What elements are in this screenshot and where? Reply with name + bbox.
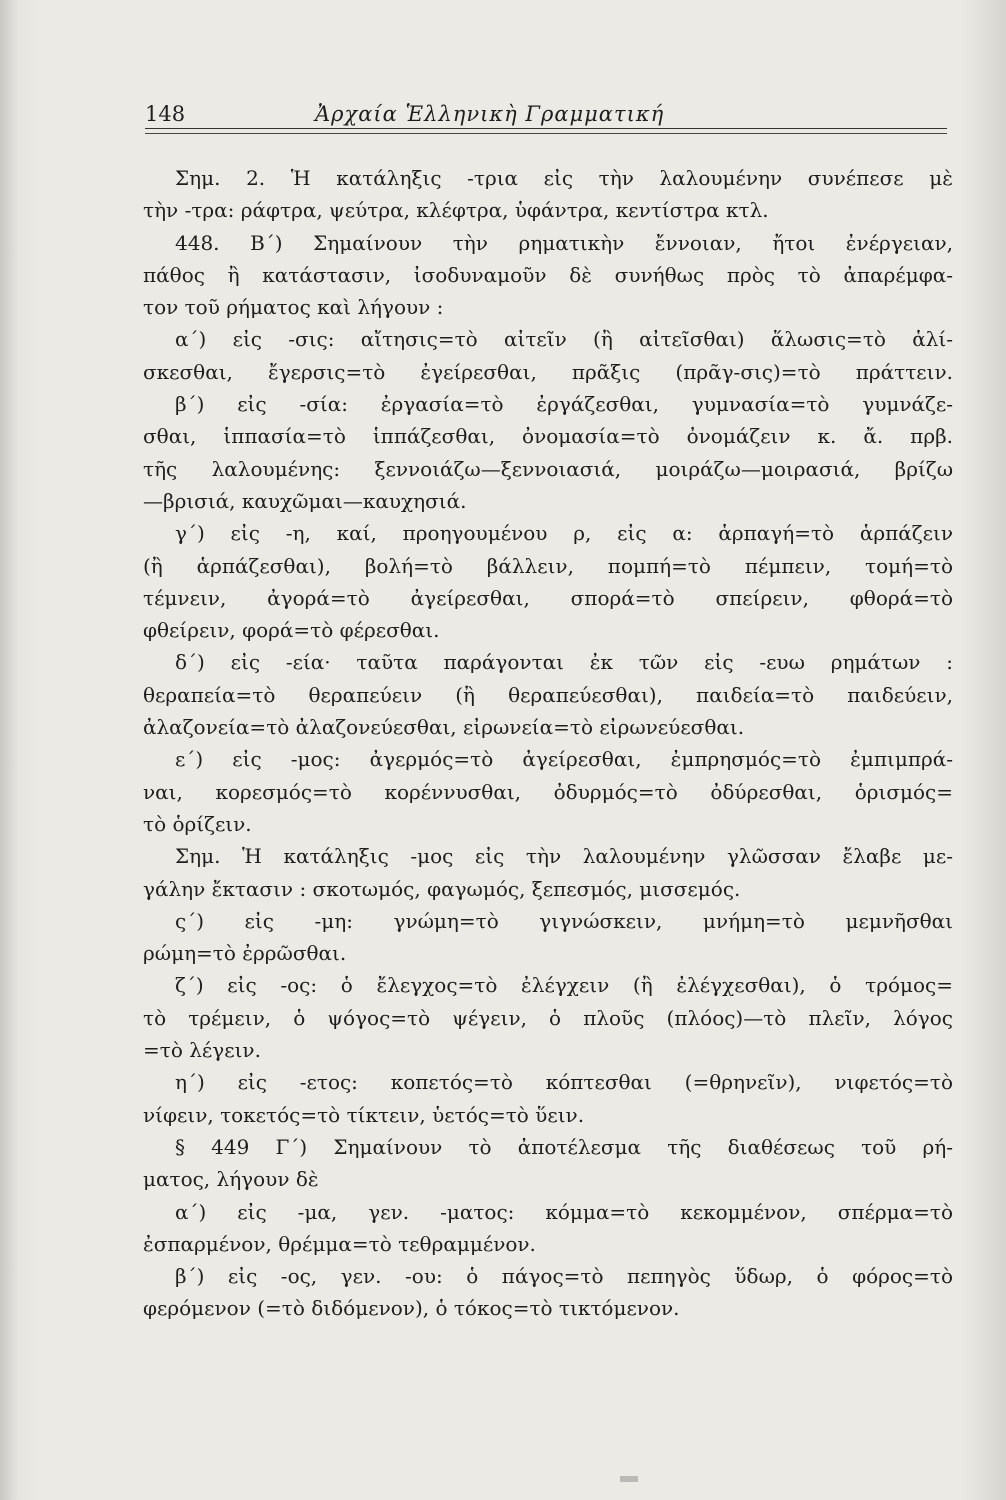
text-line: Σημ. Ἡ κατάληξις -μος εἰς τὴν λαλουμένην γλῶσσαν ἔλαβε με- [175, 844, 953, 869]
text-line: σκεσθαι, ἔγερσις=τὸ ἐγείρεσθαι, πρᾶξις (πρᾶγ-σις)=τὸ πράττειν. [143, 359, 953, 384]
text-line: φερόμενον (=τὸ διδόμενον), ὁ τόκος=τὸ τικτόμενον. [143, 1296, 680, 1321]
text-line: Σημ. 2. Ἡ κατάληξις -τρια εἰς τὴν λαλουμένην συνέπεσε μὲ [175, 166, 953, 190]
ink-mark [620, 1476, 638, 1482]
text-line: =τὸ λέγειν. [143, 1038, 261, 1063]
text-line: ρώμη=τὸ ἐρρῶσθαι. [143, 941, 347, 966]
text-line: τὸ τρέμειν, ὁ ψόγος=τὸ ψέγειν, ὁ πλοῦς (πλόος)—τὸ πλεῖν, λόγος [143, 1005, 953, 1030]
page-header [145, 100, 947, 130]
running-title: Ἀρχαία Ἑλληνικὴ Γραμματική [315, 102, 665, 126]
text-line: γ΄) εἰς -η, καί, προηγουμένου ρ, εἰς α: ἁρπαγή=τὸ ἁρπάζειν [175, 521, 953, 546]
text-line: θεραπεία=τὸ θεραπεύειν (ἢ θεραπεύεσθαι), παιδεία=τὸ παιδεύειν, [143, 682, 953, 707]
text-line: 448. Β΄) Σημαίνουν τὴν ρηματικὴν ἔννοιαν, ἤτοι ἐνέργειαν, [175, 230, 953, 255]
text-line: α΄) εἰς -σις: αἴτησις=τὸ αἰτεῖν (ἢ αἰτεῖσθαι) ἅλωσις=τὸ ἁλί- [175, 327, 953, 352]
text-line: τῆς λαλουμένης: ξεννοιάζω—ξεννοιασιά, μοιράζω—μοιρασιά, βρίζω [143, 456, 953, 481]
header-rule-top [145, 128, 947, 129]
text-line: β΄) εἰς -ος, γεν. -ου: ὁ πάγος=τὸ πεπηγὸς ὕδωρ, ὁ φόρος=τὸ [175, 1264, 953, 1289]
text-line: τον τοῦ ρήματος καὶ λήγουν : [143, 295, 444, 320]
text-line: η΄) εἰς -ετος: κοπετός=τὸ κόπτεσθαι (=θρηνεῖν), νιφετός=τὸ [175, 1070, 953, 1095]
text-line: δ΄) εἰς -εία· ταῦτα παράγονται ἐκ τῶν εἰς -ευω ρημάτων : [175, 650, 953, 675]
header-rule-bottom [145, 133, 947, 134]
body-text [143, 162, 953, 1325]
text-line: ζ΄) εἰς -ος: ὁ ἔλεγχος=τὸ ἐλέγχειν (ἢ ἐλέγχεσθαι), ὁ τρόμος= [175, 973, 953, 998]
text-line: πάθος ἢ κατάστασιν, ἰσοδυναμοῦν δὲ συνήθως πρὸς τὸ ἀπαρέμφα- [143, 262, 953, 287]
text-line: φθείρειν, φορά=τὸ φέρεσθαι. [143, 618, 440, 643]
text-line: —βρισιά, καυχῶμαι—καυχησιά. [143, 488, 467, 513]
text-line: γάλην ἔκτασιν : σκοτωμός, φαγωμός, ξεπεσμός, μισσεμός. [143, 876, 741, 901]
text-line: § 449 Γ΄) Σημαίνουν τὸ ἀποτέλεσμα τῆς διαθέσεως τοῦ ρή- [175, 1134, 953, 1159]
page-number: 148 [145, 102, 186, 126]
text-line: ἐσπαρμένον, θρέμμα=τὸ τεθραμμένον. [143, 1231, 536, 1256]
text-line: ε΄) εἰς -μος: ἀγερμός=τὸ ἀγείρεσθαι, ἐμπρησμός=τὸ ἐμπιμπρά- [175, 747, 953, 772]
text-line: ἀλαζονεία=τὸ ἀλαζονεύεσθαι, εἰρωνεία=τὸ εἰρωνεύεσθαι. [143, 715, 745, 740]
text-line: τὴν -τρα: ράφτρα, ψεύτρα, κλέφτρα, ὑφάντρα, κεντίστρα κτλ. [143, 198, 769, 223]
text-line: α΄) εἰς -μα, γεν. -ματος: κόμμα=τὸ κεκομμένον, σπέρμα=τὸ [175, 1199, 953, 1224]
text-line: ναι, κορεσμός=τὸ κορέννυσθαι, ὀδυρμός=τὸ ὀδύρεσθαι, ὁρισμός= [143, 779, 953, 804]
text-line: τέμνειν, ἀγορά=τὸ ἀγείρεσθαι, σπορά=τὸ σπείρειν, φθορά=τὸ [143, 585, 953, 610]
text-line: τὸ ὁρίζειν. [143, 811, 252, 836]
text-line: νίφειν, τοκετός=τὸ τίκτειν, ὑετός=τὸ ὕειν. [143, 1102, 585, 1127]
text-line: ς΄) εἰς -μη: γνώμη=τὸ γιγνώσκειν, μνήμη=τὸ μεμνῆσθαι [175, 908, 953, 933]
text-line: β΄) εἰς -σία: ἐργασία=τὸ ἐργάζεσθαι, γυμνασία=τὸ γυμνάζε- [175, 392, 953, 417]
text-line: (ἢ ἁρπάζεσθαι), βολή=τὸ βάλλειν, πομπή=τὸ πέμπειν, τομή=τὸ [143, 553, 953, 578]
text-line: σθαι, ἱππασία=τὸ ἱππάζεσθαι, ὀνομασία=τὸ ὀνομάζειν κ. ἄ. πρβ. [143, 424, 953, 449]
text-line: ματος, λήγουν δὲ [143, 1167, 319, 1192]
